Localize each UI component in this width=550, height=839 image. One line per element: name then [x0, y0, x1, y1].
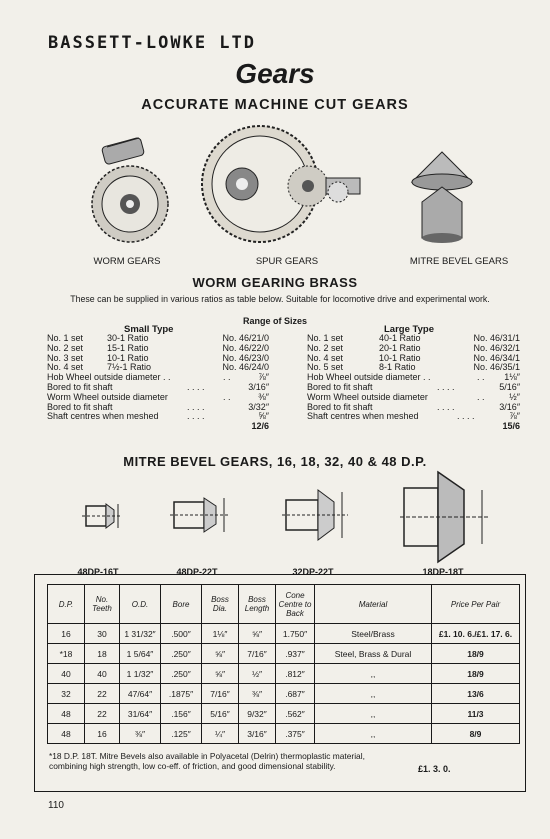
table-cell: 1 1/32″	[120, 664, 161, 684]
gear-caption-worm: WORM GEARS	[93, 256, 161, 267]
table-cell: .250″	[161, 644, 202, 664]
list-item: Bored to fit shaft . . . . 5/16″	[307, 381, 520, 392]
table-row	[48, 684, 520, 704]
table-cell: .1875″	[161, 684, 202, 704]
col-header: Boss Dia.	[202, 585, 239, 624]
table-cell: .375″	[276, 724, 315, 744]
bevel-drawing-18dp-18t	[400, 470, 492, 564]
list-item: Worm Wheel outside diameter . . ⅜″	[47, 391, 269, 402]
table-cell: .937″	[276, 644, 315, 664]
bevel-drawing-48dp-22t	[168, 490, 234, 540]
table-cell: ,,	[315, 684, 432, 704]
range-label: Range of Sizes	[242, 316, 307, 326]
table-cell: 47/64″	[120, 684, 161, 704]
large-type-heading: Large Type	[384, 324, 434, 335]
worm-heading: WORM GEARING BRASS	[192, 275, 358, 290]
table-cell: 22	[85, 704, 120, 724]
table-cell: 31/64″	[120, 704, 161, 724]
small-type-price: 12/6	[251, 421, 269, 432]
list-item	[307, 422, 520, 432]
bevel-caption-32dp-22t: 32DP-22T	[292, 567, 334, 577]
table-cell: 1⅛″	[202, 624, 239, 644]
list-item: Bored to fit shaft . . . . 3/16″	[47, 381, 269, 392]
mitre-bevel-illustration	[402, 142, 482, 250]
table-cell: .500″	[161, 624, 202, 644]
table-cell: 48	[48, 704, 85, 724]
table-cell: 32	[48, 684, 85, 704]
table-cell: 48	[48, 724, 85, 744]
table-cell: .250″	[161, 664, 202, 684]
table-row	[48, 664, 520, 684]
table-cell: 16	[48, 624, 85, 644]
list-item: Hob Wheel outside diameter . . . . 1⅛″	[307, 372, 520, 383]
page-number: 110	[48, 800, 64, 811]
table-cell: 40	[85, 664, 120, 684]
table-cell: £1. 10. 6./£1. 17. 6.	[432, 624, 520, 644]
list-item: No. 2 set 15-1 Ratio No. 46/22/0	[47, 342, 269, 353]
list-item: No. 2 set 20-1 Ratio No. 46/32/1	[307, 342, 520, 353]
worm-intro: These can be supplied in various ratios as table below. Suitable for locomotive drive and experimental work.	[70, 294, 490, 304]
table-footnote: *18 D.P. 18T. Mitre Bevels also available in Polyacetal (Delrin) thermoplastic material, combining high strength, low co-eff. of friction, and good dimensional stability.	[49, 751, 365, 771]
list-item: No. 4 set 10-1 Ratio No. 46/34/1	[307, 352, 520, 363]
table-cell: .812″	[276, 664, 315, 684]
table-cell: 22	[85, 684, 120, 704]
col-header: Bore	[161, 585, 202, 624]
table-cell: 18	[85, 644, 120, 664]
bevel-caption-48dp-16t: 48DP-16T	[77, 567, 119, 577]
list-item: No. 4 set 7½-1 Ratio No. 46/24/0	[47, 362, 269, 373]
table-cell: ⅜″	[239, 684, 276, 704]
small-type-list	[47, 334, 269, 432]
bevel-caption-18dp-18t: 18DP-18T	[422, 567, 464, 577]
list-item: No. 1 set 30-1 Ratio No. 46/21/0	[47, 333, 269, 343]
table-cell: ,,	[315, 704, 432, 724]
worm-gear-illustration	[85, 132, 175, 252]
list-item: Hob Wheel outside diameter . . . . ⅞″	[47, 372, 269, 383]
list-item: No. 5 set 8-1 Ratio No. 46/35/1	[307, 362, 520, 373]
brand-heading: BASSETT-LOWKE LTD	[48, 33, 256, 53]
table-cell: 40	[48, 664, 85, 684]
list-item: Bored to fit shaft . . . . 3/32″	[47, 401, 269, 412]
gear-caption-spur: SPUR GEARS	[255, 256, 319, 267]
page-title: Gears	[235, 58, 315, 89]
table-cell: 7/16″	[202, 684, 239, 704]
table-row	[48, 724, 520, 744]
table-cell: 16	[85, 724, 120, 744]
table-cell: 9/32″	[239, 704, 276, 724]
col-header: D.P.	[48, 585, 85, 624]
table-cell: 3/16″	[239, 724, 276, 744]
gear-caption-mitre: MITRE BEVEL GEARS	[409, 256, 509, 267]
bevel-caption-48dp-22t: 48DP-22T	[176, 567, 218, 577]
list-item: Bored to fit shaft . . . . 3/16″	[307, 401, 520, 412]
list-item: Worm Wheel outside diameter . . ½″	[307, 391, 520, 402]
col-header: No. Teeth	[85, 585, 120, 624]
table-cell: ,,	[315, 664, 432, 684]
table-cell: .687″	[276, 684, 315, 704]
col-header: Cone Centre to Back	[276, 585, 315, 624]
table-cell: .562″	[276, 704, 315, 724]
list-item	[47, 422, 269, 432]
list-item: Shaft centres when meshed . . . . ⅝″	[47, 411, 269, 422]
table-cell: 11/3	[432, 704, 520, 724]
table-cell: ⅝″	[239, 624, 276, 644]
table-header-row	[48, 585, 520, 624]
table-cell: 7/16″	[239, 644, 276, 664]
bevel-drawing-48dp-16t	[78, 496, 128, 536]
table-cell: 1 31/32″	[120, 624, 161, 644]
page-subtitle: ACCURATE MACHINE CUT GEARS	[141, 97, 409, 113]
col-header: Price Per Pair	[432, 585, 520, 624]
table-cell: *18	[48, 644, 85, 664]
table-cell: 8/9	[432, 724, 520, 744]
table-cell: 18/9	[432, 644, 520, 664]
table-cell: ,,	[315, 724, 432, 744]
footnote-price: £1. 3. 0.	[418, 764, 451, 774]
table-cell: 18/9	[432, 664, 520, 684]
mitre-heading: MITRE BEVEL GEARS, 16, 18, 32, 40 & 48 D.P.	[123, 454, 427, 469]
table-row	[48, 704, 520, 724]
table-cell: 1 5/64″	[120, 644, 161, 664]
table-cell: .156″	[161, 704, 202, 724]
table-cell: 1.750″	[276, 624, 315, 644]
table-row	[48, 624, 520, 644]
col-header: Boss Length	[239, 585, 276, 624]
col-header: Material	[315, 585, 432, 624]
table-cell: 13/6	[432, 684, 520, 704]
table-cell: ⅜″	[120, 724, 161, 744]
large-type-price: 15/6	[502, 421, 520, 432]
gear-spec-table	[47, 584, 520, 744]
table-cell: Steel/Brass	[315, 624, 432, 644]
spur-gear-illustration	[198, 112, 370, 254]
list-item: Shaft centres when meshed . . . . ⅞″	[307, 411, 520, 422]
col-header: O.D.	[120, 585, 161, 624]
table-cell: ½″	[239, 664, 276, 684]
bevel-drawing-32dp-22t	[280, 484, 352, 546]
table-row	[48, 644, 520, 664]
list-item: No. 3 set 10-1 Ratio No. 46/23/0	[47, 352, 269, 363]
list-item: No. 1 set 40-1 Ratio No. 46/31/1	[307, 333, 520, 343]
large-type-list	[307, 334, 520, 432]
table-cell: ¼″	[202, 724, 239, 744]
table-cell: ⅝″	[202, 664, 239, 684]
small-type-heading: Small Type	[124, 324, 174, 335]
table-cell: .125″	[161, 724, 202, 744]
table-cell: 5/16″	[202, 704, 239, 724]
table-cell: Steel, Brass & Dural	[315, 644, 432, 664]
table-cell: 30	[85, 624, 120, 644]
table-cell: ⅝″	[202, 644, 239, 664]
